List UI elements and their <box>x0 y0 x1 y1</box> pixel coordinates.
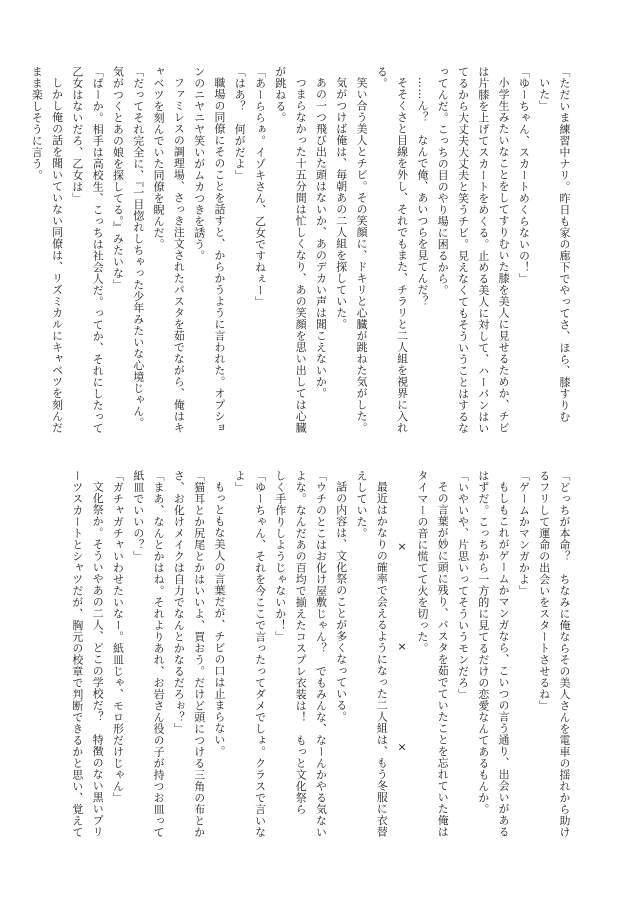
text-line: 「はあ？ 何がだよ」 <box>233 66 247 181</box>
text-line: 「猫耳とか尻尾とかはいいよ、買おう。だけど頭につける三角の布とか <box>192 470 206 838</box>
text-line: しく手作りしようじゃないか！」 <box>273 470 287 643</box>
text-line: るフリして運命の出会いをスタートさせるね」 <box>537 470 551 712</box>
text-line: いた」 <box>537 76 551 112</box>
text-line: 「まあ、なんとかはね。それよりあれ、お岩さん役の子が持つお皿って <box>152 470 166 838</box>
text-line: 「ゆーちゃん、それを今ここで言ったってダメでしょ。クラスで言いな <box>253 470 267 838</box>
text-line: 気がつくとあの娘を探してる。』みたいな」 <box>111 66 125 291</box>
text-line: ーツスカートとシャツだが、胸元の校章で判断できるかと思い、覚えて <box>70 470 84 838</box>
text-line: 「いやいや、片思いってそういうモンだろ」 <box>456 470 470 700</box>
text-line: よ」 <box>233 470 247 493</box>
text-line: 「ゲームかマンガかよ」 <box>517 470 531 597</box>
scene-break: × × × <box>395 539 409 792</box>
text-line: えしていた。 <box>355 470 369 539</box>
text-line: 職場の同僚にそのことを話すと、からかうように言われた。オプショ <box>212 76 226 434</box>
text-line: つまらなかった十五分間は忙しくなり、あの笑顔を思い出しては心臓 <box>294 76 308 434</box>
text-line: 笑い合う美人とチビ。その笑顔に、ドキリと心臓が跳ねた気がした。 <box>355 76 369 434</box>
text-line: ャベツを刻んでいた同僚を睨んだ。 <box>152 66 166 250</box>
text-line: 「あーららぁ。イゾキさん、乙女ですねぇー」 <box>253 66 267 308</box>
text-line: 「ばーか。相手は高校生、こっちは社会人だ。ってか、それにしたって <box>91 66 105 434</box>
text-line: もっともな美人の言葉だが、チビの口は止まらない。 <box>212 480 226 757</box>
text-line: ってんだ。こっちの目のやり場に困るから。 <box>436 66 450 296</box>
text-line: 文化祭か。そういやあの二人、どこの学校だ？ 特徴のない黒いプリ <box>91 480 105 838</box>
text-line: 「だってそれ完全に、『一目惚れしちゃった少年みたいな心境じゃん。 <box>131 66 145 429</box>
text-line: よな。なんだあの百均で揃えたコスプレ衣装は！ もっと文化祭ら <box>294 470 308 815</box>
text-line: る。 <box>375 66 389 89</box>
text-line: 気がつけば俺は、毎朝あの二人組を探していた。 <box>334 76 348 330</box>
text-line: 「ガチャガチャいわせたいなー。紙皿じゃ、モロ形だけじゃん」 <box>111 470 125 804</box>
text-line: 「どっちが本命？ ちなみに俺ならその美人さんを電車の揺れから助け <box>558 470 571 838</box>
upper-text-block <box>30 66 574 434</box>
text-line: 話の内容は、文化祭のことが多くなっている。 <box>334 480 348 723</box>
text-line: そそくさと目線を外し、それでもまた、チラリと二人組を視界に入れ <box>395 76 409 434</box>
text-line: 最近はかなりの確率で会えるようになった二人組は、もう冬服に衣替 <box>375 480 389 838</box>
text-line: もしもこれがゲームかマンガなら、こいつの言う通り、出会いがある <box>497 480 511 838</box>
text-line: ンのニヤニヤ笑いがムカつきを誘う。 <box>192 66 206 262</box>
text-line: 小学生みたいなことをしてすりむいた膝を美人に見せるためか、チビ <box>497 76 511 434</box>
text-line: その言葉が妙に頭に残り、パスタを茹でていたことを忘れていた俺は <box>436 480 450 838</box>
text-line: ……ん？ なんで俺、あいつらを見てんだ？ <box>415 76 429 307</box>
text-line: 「ただいま練習中ナリ。昨日も家の廊下でやってさ、ほら、膝すりむ <box>558 66 571 423</box>
text-line: あの一つ飛び出た頭はないか、あのデカい声は聞こえないか。 <box>314 76 328 399</box>
text-line: 「ウチのとこはお化け屋敷じゃん？ でもみんな、なーんかやる気ない <box>314 470 328 838</box>
text-line: が跳ねる。 <box>273 66 287 124</box>
text-line: はずだ。こっちから一方的に見てるだけの恋愛なんてあるもんか。 <box>476 470 490 815</box>
text-line: しかし俺の話を聞いていない同僚は、リズミカルにキャベツを刻んだ <box>50 76 64 434</box>
text-line: てるから大丈夫大丈夫と笑うチビ。見えなくてもそういうことはするな <box>456 66 470 434</box>
text-line: まま楽しそうに言う。 <box>30 66 44 181</box>
text-line: タイマーの音に慌てて火を切った。 <box>415 470 429 654</box>
text-line: は片膝を上げてスカートをめくる。止める美人に対して、ハーパンはい <box>476 66 490 434</box>
text-line: さ、お化けメイクは自力でなんとかなるだろぉ？」 <box>172 470 186 735</box>
text-line: 「ゆーちゃん、スカートめくらないの！」 <box>517 66 531 285</box>
text-line: 紙皿でいいの？」 <box>131 470 145 562</box>
text-line: ファミレスの調理場、さっき注文されたパスタを茹でながら、俺はキ <box>172 76 186 434</box>
text-line: 乙女はないだろ、乙女は」 <box>70 66 84 204</box>
lower-text-block <box>64 470 574 840</box>
